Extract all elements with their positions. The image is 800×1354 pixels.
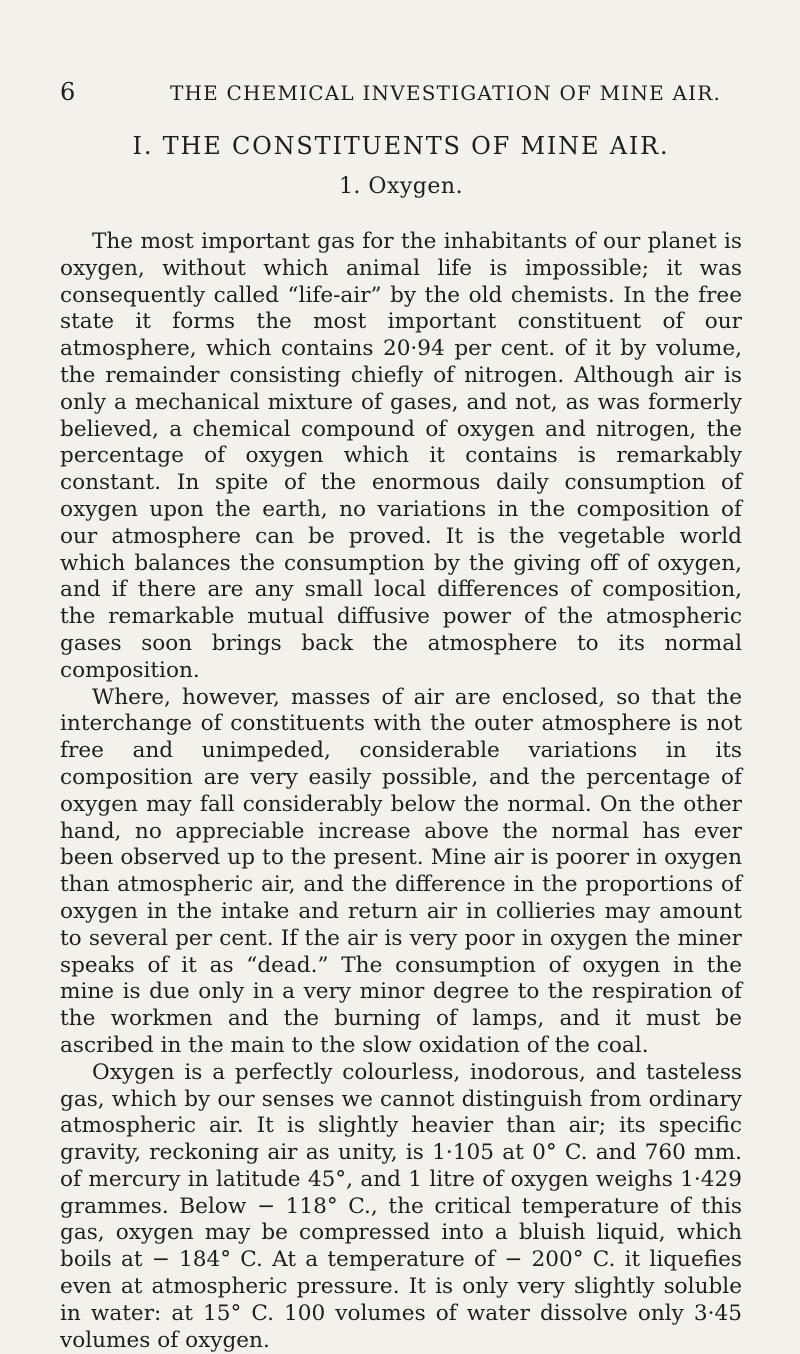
paragraph-3: Oxygen is a perfectly colourless, inodorous, and tasteless gas, which by our senses we cannot distinguish from ordinary atmospheric air. It is slightly heavier than air; its specific gravity, reckoning air as unity, is 1·105 at 0° C. and 760 mm. of mercury in latitude 45°, and 1 litre of oxygen weighs 1·429 grammes. Below − 118° C., the critical temperature of this gas, oxygen may be compressed into a bluish liquid, which boils at − 184° C. At a temperature of − 200° C. it liquefies even at atmospheric pressure. It is only very slightly soluble in water: at 15° C. 100 volumes of water dissolve only 3·45 volumes of oxygen. bbox=[60, 1059, 742, 1353]
page-number: 6 bbox=[60, 78, 76, 106]
body-text bbox=[60, 229, 742, 1354]
paragraph-2: Where, however, masses of air are enclosed, so that the interchange of constituents with the outer atmosphere is not free and unimpeded, considerable variations in its composition are very easily possible, and the percentage of oxygen may fall considerably below the normal. On the other hand, no appreciable increase above the normal has ever been observed up to the present. Mine air is poorer in oxygen than atmospheric air, and the difference in the proportions of oxygen in the intake and return air in collieries may amount to several per cent. If the air is very poor in oxygen the miner speaks of it as “dead.” The consumption of oxygen in the mine is due only in a very minor degree to the respiration of the workmen and the burning of lamps, and it must be ascribed in the main to the slow oxidation of the coal. bbox=[60, 684, 742, 1058]
running-head bbox=[60, 78, 742, 106]
running-title: THE CHEMICAL INVESTIGATION OF MINE AIR. bbox=[170, 81, 722, 105]
subsection-title: 1. Oxygen. bbox=[338, 174, 464, 199]
section-title: I. THE CONSTITUENTS OF MINE AIR. bbox=[132, 132, 670, 160]
paragraph-1: The most important gas for the inhabitants of our planet is oxygen, without which animal life is impossible; it was consequently called “life-air” by the old chemists. In the free state it forms the most important constituent of our atmosphere, which contains 20·94 per cent. of it by volume, the remainder consisting chiefly of nitrogen. Although air is only a mechanical mixture of gases, and not, as was formerly believed, a chemical compound of oxygen and nitrogen, the percentage of oxygen which it contains is remarkably constant. In spite of the enormous daily consumption of oxygen upon the earth, no variations in the composition of our atmosphere can be proved. It is the vegetable world which balances the consumption by the giving off of oxygen, and if there are any small local differences of composition, the remarkable mutual diffusive power of the atmospheric gases soon brings back the atmosphere to its normal composition. bbox=[60, 229, 742, 683]
